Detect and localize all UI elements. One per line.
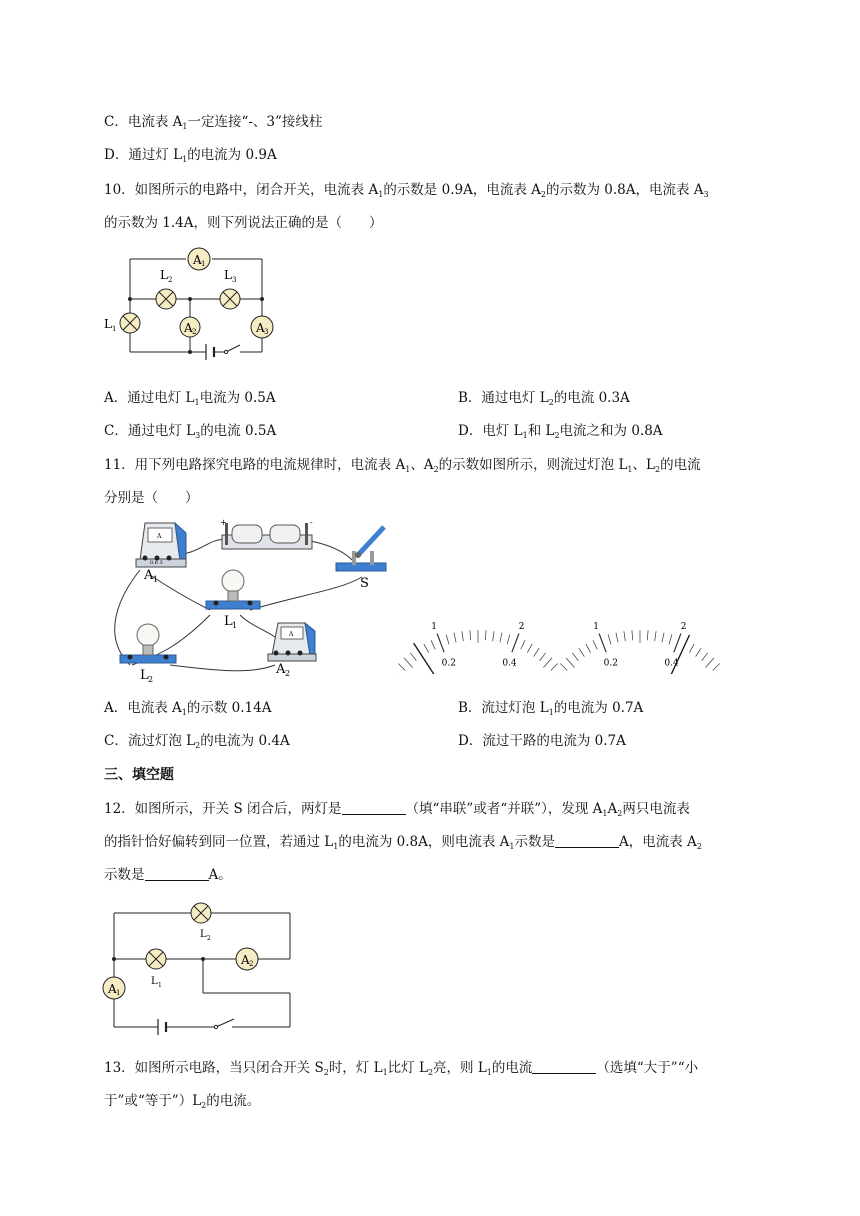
q10-lamp-l2 xyxy=(156,268,176,309)
svg-text:L: L xyxy=(140,668,149,683)
q12-stem-line1: 12．如图所示，开关 S 闭合后，两灯是 （填“串联”或者“并联”），发现 $A_1A_2$两只电流表 xyxy=(104,801,690,818)
svg-text:2: 2 xyxy=(148,675,154,684)
meter-a2-tick xyxy=(718,669,720,674)
q11-apparatus-diagram xyxy=(100,515,400,685)
meter-a2-tick xyxy=(702,653,708,661)
q11-lamp-l2 xyxy=(120,624,176,684)
svg-text:A: A xyxy=(108,982,117,996)
svg-text:L: L xyxy=(200,929,207,940)
svg-text:A: A xyxy=(276,662,286,677)
meter-a2-tick xyxy=(579,648,584,656)
q11-option-d: D．流过干路的电流为 0.7A xyxy=(458,733,626,749)
svg-text:A: A xyxy=(157,533,162,540)
svg-text:A: A xyxy=(144,568,154,583)
meter-a1-tick xyxy=(454,633,456,643)
section-title-fill-in: 三、填空题 xyxy=(104,767,174,783)
q11-switch xyxy=(336,527,386,591)
svg-text:L: L xyxy=(151,976,158,987)
meter-a2-top-tick-label: 1 xyxy=(593,621,599,632)
q10-ammeter-a2 xyxy=(180,317,200,337)
meter-a2-tick xyxy=(662,633,664,643)
q11-stem-line2: 分别是（ ） xyxy=(104,490,199,506)
meter-a2-tick xyxy=(566,658,575,668)
svg-text:1: 1 xyxy=(112,325,117,333)
svg-text:3: 3 xyxy=(232,276,237,284)
svg-text:L: L xyxy=(160,268,168,282)
q11-ammeter-a1-device xyxy=(136,523,186,584)
meter-a2-tick xyxy=(586,644,591,653)
q11-meter-a1-dial xyxy=(398,592,558,674)
meter-a1-tick xyxy=(431,640,435,649)
svg-text:1: 1 xyxy=(232,621,238,630)
q10-option-b: B．通过电灯 $L_2$的电流 0.3A xyxy=(458,390,630,407)
q12-blank-1[interactable] xyxy=(342,800,406,815)
svg-text:1: 1 xyxy=(116,989,121,997)
meter-a1-tick xyxy=(493,631,494,641)
meter-a1-tick xyxy=(410,653,416,661)
meter-a2-tick xyxy=(560,669,562,674)
meter-a2-tick xyxy=(593,640,597,649)
meter-a1-tick xyxy=(551,663,558,670)
q12-stem-line3: 示数是 A。 xyxy=(104,867,232,883)
q11-ammeter-a2-device xyxy=(268,623,316,678)
svg-text:2: 2 xyxy=(285,669,291,678)
meter-a1-needle xyxy=(414,643,446,674)
q12-blank-3[interactable] xyxy=(145,866,209,881)
svg-text:A: A xyxy=(184,321,193,335)
meter-a1-bottom-tick-label: 0.4 xyxy=(502,658,517,669)
meter-a1-tick xyxy=(404,658,413,668)
meter-a1-tick xyxy=(446,635,449,645)
meter-a1-tick xyxy=(398,663,405,670)
meter-a2-tick xyxy=(632,630,633,640)
meter-a1-tick xyxy=(527,644,532,653)
meter-a2-tick xyxy=(616,633,618,643)
meter-a2-tick xyxy=(713,663,720,670)
svg-text:A: A xyxy=(241,953,250,967)
q11-lamp-l1 xyxy=(206,570,260,630)
q11-meter-a2-dial xyxy=(560,592,720,674)
svg-text:L: L xyxy=(224,268,232,282)
svg-text:1: 1 xyxy=(153,575,159,584)
svg-text:-: - xyxy=(310,518,313,527)
q12-ammeter-a1 xyxy=(103,977,125,999)
meter-a1-tick xyxy=(556,669,558,674)
q12-lamp-l2 xyxy=(191,903,211,942)
q10-ammeter-a3 xyxy=(251,316,273,338)
q10-option-c: C．通过电灯 $L_3$的电流 0.5A xyxy=(104,423,277,440)
meter-a2-bottom-tick-label: 0.4 xyxy=(664,658,679,669)
meter-a2-top-tick-label: 2 xyxy=(680,621,687,632)
meter-a2-tick xyxy=(655,631,656,641)
meter-a1-tick xyxy=(507,635,510,645)
meter-a2-tick xyxy=(647,630,648,640)
svg-text:S: S xyxy=(360,576,369,591)
meter-a1-tick xyxy=(398,669,400,674)
meter-a1-tick xyxy=(521,640,525,649)
q9-option-d: D．通过灯 $L_1$的电流为 0.9A xyxy=(104,147,277,164)
svg-text:L: L xyxy=(104,317,112,331)
q11-option-b: B．流过灯泡 $L_1$的电流为 0.7A xyxy=(458,700,644,717)
q11-option-c: C．流过灯泡 $L_2$的电流为 0.4A xyxy=(104,733,290,750)
meter-a2-tick xyxy=(696,648,701,656)
meter-a2-tick xyxy=(689,644,694,653)
q10-stem-line2: 的示数为 1.4A，则下列说法正确的是（ ） xyxy=(104,215,383,231)
svg-text:2: 2 xyxy=(192,328,197,336)
meter-a1-top-tick-label: 1 xyxy=(431,621,437,632)
meter-a2-tick xyxy=(674,633,681,652)
q11-stem-line1: 11．用下列电路探究电路的电流规律时，电流表 $A_1$、$A_2$的示数如图所示，则流过灯泡 $L_1$、$L_2$的电流 xyxy=(104,457,701,474)
meter-a1-tick xyxy=(540,653,546,661)
svg-text:2: 2 xyxy=(207,935,211,942)
svg-text:A: A xyxy=(256,321,265,335)
meter-a1-top-tick-label: 2 xyxy=(518,621,525,632)
meter-a2-tick xyxy=(572,653,578,661)
meter-a2-tick xyxy=(705,658,714,668)
svg-text:0.6 3: 0.6 3 xyxy=(150,560,163,566)
q10-stem-line1: 10．如图所示的电路中，闭合开关，电流表 $A_1$的示数是 0.9A，电流表 $A_2$的示数为 0.8A，电流表 $A_3$ xyxy=(104,182,709,199)
q12-lamp-l1 xyxy=(146,949,166,989)
q10-lamp-l3 xyxy=(220,268,240,309)
meter-a1-tick xyxy=(437,633,444,652)
q11-option-a: A．电流表 $A_1$的示数 0.14A xyxy=(104,700,272,717)
svg-text:1: 1 xyxy=(158,982,162,989)
q13-stem-line1: 13．如图所示电路，当只闭合开关 $S_2$时，灯 $L_1$比灯 $L_2$亮，则 $L_1$的电流 （选填“大于”“小 xyxy=(104,1060,699,1077)
meter-a1-tick xyxy=(485,630,486,640)
meter-a2-tick xyxy=(624,631,625,641)
svg-text:L: L xyxy=(224,614,233,629)
meter-a2-tick xyxy=(560,663,567,670)
meter-a2-bottom-tick-label: 0.2 xyxy=(603,658,618,669)
svg-text:1: 1 xyxy=(201,260,206,268)
q9-option-c: C．电流表 $A_1$一定连接“-、3”接线柱 xyxy=(104,114,323,131)
q12-blank-2[interactable] xyxy=(555,833,619,848)
q10-ammeter-a1 xyxy=(188,248,210,270)
q10-option-d: D．电灯 $L_1$和 $L_2$电流之和为 0.8A xyxy=(458,423,663,440)
q13-blank-1[interactable] xyxy=(532,1059,596,1074)
svg-text:+: + xyxy=(220,518,227,527)
meter-a2-tick xyxy=(599,633,606,652)
meter-a1-tick xyxy=(512,633,519,652)
svg-text:2: 2 xyxy=(168,276,173,284)
meter-a1-tick xyxy=(462,631,463,641)
meter-a2-tick xyxy=(608,635,611,645)
q10-lamp-l1 xyxy=(104,313,140,333)
svg-text:2: 2 xyxy=(249,960,254,968)
meter-a1-tick xyxy=(500,633,502,643)
svg-text:A: A xyxy=(193,253,202,267)
q12-circuit-diagram xyxy=(100,895,300,1035)
svg-text:A: A xyxy=(289,631,294,638)
meter-a1-tick xyxy=(424,644,429,653)
meter-a1-tick xyxy=(470,630,471,640)
svg-text:3: 3 xyxy=(264,328,269,336)
meter-a1-tick xyxy=(543,658,552,668)
q13-stem-line2: 于”或“等于$”)L_2$的电流。 xyxy=(104,1093,261,1110)
meter-a2-tick xyxy=(669,635,672,645)
q11-battery-box xyxy=(220,518,313,549)
q10-option-a: A．通过电灯 $L_1$电流为 0.5A xyxy=(104,390,276,407)
q12-stem-line2: 的指针恰好偏转到同一位置，若通过 $L_1$的电流为 0.8A，则电流表 $A_1$示数是 A，电流表 $A_2$ xyxy=(104,834,702,851)
q12-ammeter-a2 xyxy=(236,948,258,970)
meter-a1-bottom-tick-label: 0.2 xyxy=(441,658,456,669)
q10-circuit-diagram xyxy=(100,245,280,360)
meter-a1-tick xyxy=(534,648,539,656)
